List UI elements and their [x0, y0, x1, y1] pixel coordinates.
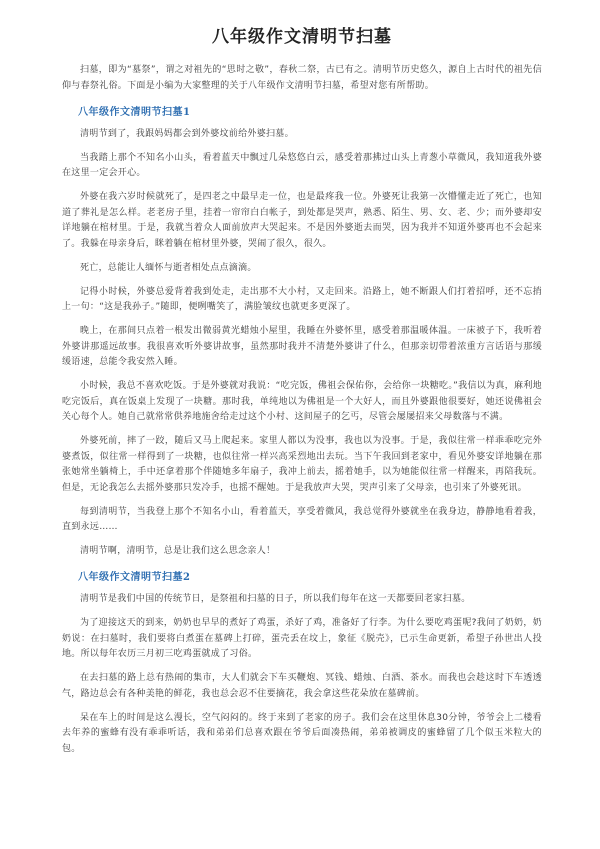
paragraph: 清明节啊，清明节，总是让我们这么思念亲人！: [80, 546, 276, 556]
paragraph: 死亡，总能让人缅怀与逝者相处点点滴滴。: [80, 262, 257, 273]
essay-section-1: [62, 103, 542, 560]
paragraph: 当我踏上那个不知名小山头，看着蓝天中飘过几朵悠悠白云，感受着那拂过山头上青葱小草微风，我知道我外婆在这里一定会开心。: [62, 152, 542, 178]
paragraph: 为了迎接这天的到来，奶奶也早早的煮好了鸡蛋，杀好了鸡，准备好了行李。为什么要吃鸡蛋呢?我问了奶奶，奶奶说：在扫墓时，我们要将白煮蛋在墓碑上打碎，蛋壳丢在坟上，象征《脱壳》，已示生命更新，希望子孙世出人投地。所以每年农历三月初三吃鸡蛋就成了习俗。: [62, 618, 542, 659]
page-title: 八年级作文清明节扫墓: [212, 27, 392, 47]
section-heading: 八年级作文清明节扫墓1: [78, 106, 191, 118]
paragraph: 在去扫墓的路上总有热闹的集市，大人们就会下车买鞭炮、冥钱、蜡烛、白酒、茶水。而我也会趁这时下车透透气，路边总会有各种美艳的鲜花，我也总会忍不住要摘花，我会拿这些花朵放在墓碑前。: [62, 673, 542, 699]
paragraph: 外婆在我六岁时候就死了，是四老之中最早走一位，也是最疼我一位。外婆死让我第一次懵懂走近了死亡，也知道了葬礼是怎么样。老老房子里，挂着一帘帘白白帐子，到处都是哭声，熟悉、陌生、男、女、老、少；而外婆却安详地躺在棺材里。于是，我就当着众人面前放声大哭起来。不是因外婆逝去而哭，因为我并不知道外婆再也不会起来了。我躲在母亲身后，眯着躺在棺材里外婆，哭闹了很久，很久。: [62, 192, 542, 249]
paragraph: 外婆死前，摔了一跤，随后又马上爬起来。家里人都以为没事，我也以为没事。于是，我似往常一样乖乖吃完外婆煮饭，似往常一样得到了一块糖，也似往常一样兴高采烈地出去玩。当下午我回到老家中，看见外婆安详地躺在那张她常坐躺椅上，手中还拿着那个伴随她多年扇子，我冲上前去，摇着她手，以为她能似往常一样醒来，再陪我玩。但是，无论我怎么去摇外婆那只发冷手，也摇不醒她。于是我放声大哭，哭声引来了父母亲，也引来了外婆死讯。: [62, 436, 542, 493]
paragraph: 清明节到了，我跟妈妈都会到外婆坟前给外婆扫墓。: [80, 128, 294, 139]
paragraph: 每到清明节，当我登上那个不知名小山，看着蓝天，享受着微风，我总觉得外婆就坐在我身边，静静地看着我，直到永远……: [62, 506, 542, 532]
paragraph: 呆在车上的时间是这么漫长，空气闷闷的。终于来到了老家的房子。我们会在这里休息30分钟，爷爷会上二楼看去年养的蜜蜂有没有乖乖听话，我和弟弟们总喜欢跟在爷爷后面凑热闹，弟弟被调皮的蜜蜂留了几个似玉米粒大的包。: [62, 712, 542, 754]
intro-paragraph: 扫墓，即为“墓祭”，谓之对祖先的“思时之敬”，春秋二祭，古已有之。清明节历史悠久，源自上古时代的祖先信仰与春祭礼俗。下面是小编为大家整理的关于八年级作文清明节扫墓，希望对您有所帮助。: [62, 65, 542, 91]
paragraph: 清明节是我们中国的传统节日，是祭祖和扫墓的日子，所以我们每年在这一天都要回老家扫墓。: [80, 594, 471, 604]
paragraph: 记得小时候，外婆总爱背着我到处走，走出那不大小村，又走回来。沿路上，她不断跟人们打着招呼，还不忘捎上一句：“这是我孙子。”随即，便咧嘴笑了，满脸皱纹也就更多更深了。: [62, 286, 542, 312]
paragraph: 晚上，在那间只点着一根发出微弱黄光蜡烛小屋里，我睡在外婆怀里，感受着那温暖体温。一床被子下，我听着外婆讲那遥远故事。我很喜欢听外婆讲故事，虽然那时我并不清楚外婆讲了什么，但那亲切带着浓重方言话语与那缓缓语速，总能令我安然入睡。: [62, 326, 542, 367]
essay-section-2: [62, 568, 542, 757]
section-heading: 八年级作文清明节扫墓2: [78, 572, 191, 583]
paragraph: 小时候，我总不喜欢吃饭。于是外婆就对我说：“吃完饭，佛祖会保佑你，会给你一块糖吃。”我信以为真，麻利地吃完饭后，真在饭桌上发现了一块糖。那时我，单纯地以为佛祖是一个大好人，而且外婆跟他很要好，她还说佛祖会关心每个人。她自己就常常供养地施舍给走过这个小村、这间屋子的乞丐，尽管会屡屡招来父母数落与不满。: [62, 381, 542, 422]
